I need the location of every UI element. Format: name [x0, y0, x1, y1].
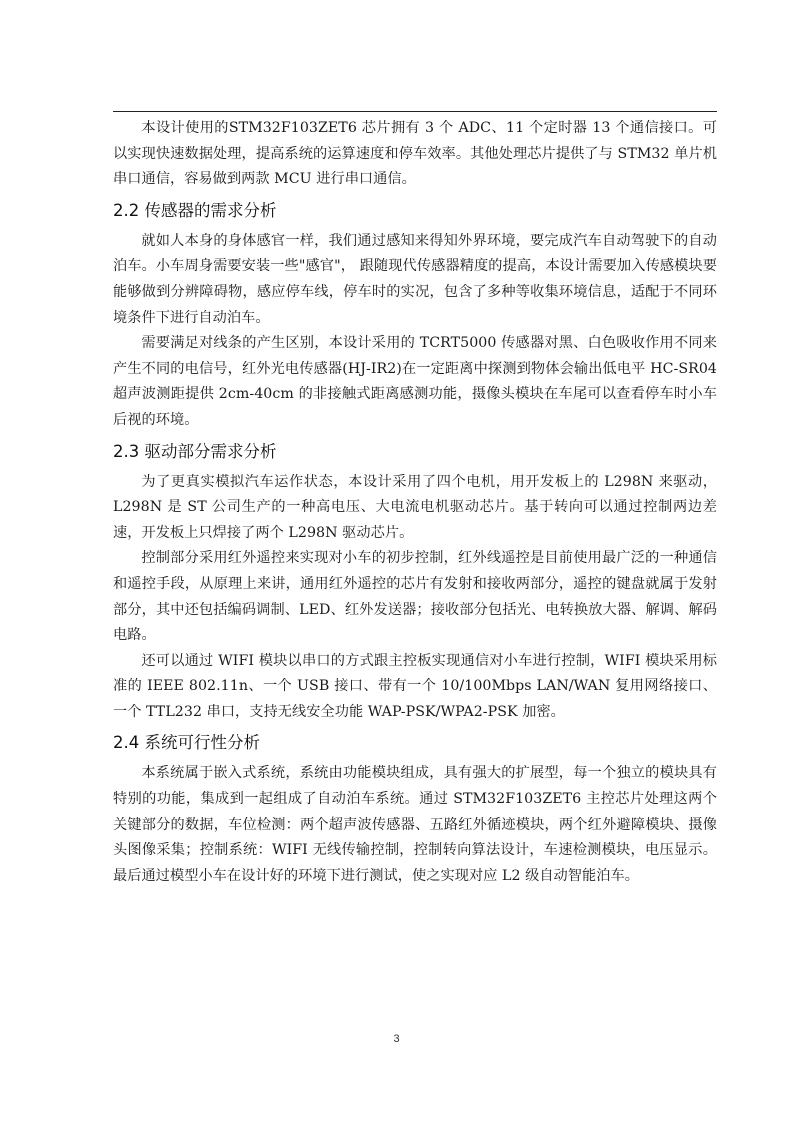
header-rule: [113, 111, 717, 112]
drive-paragraph-1: 为了更真实模拟汽车运作状态，本设计采用了四个电机，用开发板上的 L298N 来驱动，L298N 是 ST 公司生产的一种高电压、大电流电机驱动芯片。基于转向可以通过控制两边差速，开发板上只焊接了两个 L298N 驱动芯片。: [113, 473, 717, 541]
sensor-paragraph-2: 需要满足对线条的产生区别，本设计采用的 TCRT5000 传感器对黑、白色吸收作用不同来产生不同的电信号，红外光电传感器(HJ-IR2)在一定距离中探测到物体会输出低电平 HC-SR04 超声波测距提供 2cm-40cm 的非接触式距离感测功能，摄像头模块在车尾可以查看停车时小车后视的环境。: [113, 335, 717, 428]
feasibility-paragraph-1: 本系统属于嵌入式系统，系统由功能模块组成，具有强大的扩展型，每一个独立的模块具有特别的功能，集成到一起组成了自动泊车系统。通过 STM32F103ZET6 主控芯片处理这两个关键部分的数据，车位检测：两个超声波传感器、五路红外循迹模块，两个红外避障模块、摄像头图像采集；控制系统：WIFI 无线传输控制，控制转向算法设计，车速检测模块，电压显示。最后通过模型小车在设计好的环境下进行测试，使之实现对应 L2 级自动智能泊车。: [113, 765, 717, 884]
drive-paragraph-2: 控制部分采用红外遥控来实现对小车的初步控制，红外线遥控是目前使用最广泛的一种通信和遥控手段，从原理上来讲，通用红外遥控的芯片有发射和接收两部分，遥控的键盘就属于发射部分，其中还包括编码调制、LED、红外发送器；接收部分包括光、电转换放大器、解调、解码电路。: [113, 550, 717, 644]
drive-paragraph-3: 还可以通过 WIFI 模块以串口的方式跟主控板实现通信对小车进行控制，WIFI 模块采用标准的 IEEE 802.11n、一个 USB 接口、带有一个 10/100Mbps LAN/WAN 复用网络接口、一个 TTL232 串口，支持无线安全功能 WAP-PSK/WPA2-PSK 加密。: [113, 652, 717, 720]
sensor-paragraph-1: 就如人本身的身体感官一样，我们通过感知来得知外界环境，要完成汽车自动驾驶下的自动泊车。小车周身需要安装一些"感官"， 跟随现代传感器精度的提高，本设计需要加入传感模块要能够做到分辨障碍物，感应停车线，停车时的实况，包含了多种等收集环境信息，适配于不同环境条件下进行自动泊车。: [113, 232, 717, 326]
page-number: 3: [393, 1033, 400, 1045]
section-heading-drive-analysis: 2.3 驱动部分需求分析: [113, 441, 277, 461]
section-heading-sensor-analysis: 2.2 传感器的需求分析: [113, 200, 277, 220]
intro-paragraph: 本设计使用的STM32F103ZET6 芯片拥有 3 个 ADC、11 个定时器 13 个通信接口。可以实现快速数据处理，提高系统的运算速度和停车效率。其他处理芯片提供了与 STM32 单片机串口通信，容易做到两款 MCU 进行串口通信。: [113, 120, 717, 188]
section-heading-feasibility-analysis: 2.4 系统可行性分析: [113, 733, 260, 753]
page-content: [113, 116, 717, 889]
